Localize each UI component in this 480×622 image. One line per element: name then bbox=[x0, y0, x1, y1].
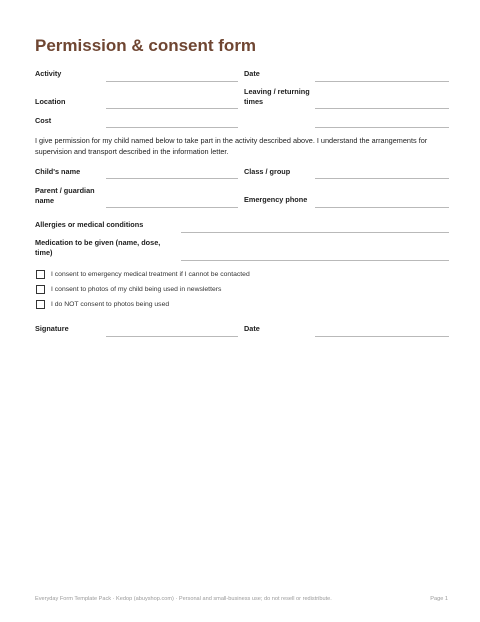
allergies-label: Allergies or medical conditions bbox=[35, 220, 144, 229]
parent-guardian-field[interactable] bbox=[106, 207, 238, 208]
emergency-phone-label: Emergency phone bbox=[244, 195, 308, 204]
signature-label: Signature bbox=[35, 324, 69, 333]
leaving-returning-label: Leaving / returning times bbox=[244, 87, 310, 106]
consent-photos-checkbox[interactable] bbox=[36, 285, 45, 294]
page-number: Page 1 bbox=[430, 596, 448, 602]
permission-statement: I give permission for my child named below to take part in the activity described above. I understand the arrangements for supervision and transport described in the information letter. bbox=[35, 136, 428, 156]
class-group-field[interactable] bbox=[315, 178, 449, 179]
class-group-label: Class / group bbox=[244, 167, 291, 176]
emergency-phone-field[interactable] bbox=[315, 207, 449, 208]
medication-label: Medication to be given (name, dose, time) bbox=[35, 238, 161, 257]
leaving-returning-field[interactable] bbox=[315, 108, 449, 109]
consent-no-photos-checkbox[interactable] bbox=[36, 300, 45, 309]
location-label: Location bbox=[35, 97, 66, 106]
consent-medical-checkbox[interactable] bbox=[36, 270, 45, 279]
signature-date-label: Date bbox=[244, 324, 260, 333]
cost-label: Cost bbox=[35, 116, 52, 125]
date-label: Date bbox=[244, 69, 260, 78]
activity-label: Activity bbox=[35, 69, 62, 78]
page-title: Permission & consent form bbox=[35, 36, 257, 55]
date-field[interactable] bbox=[315, 81, 449, 82]
allergies-field[interactable] bbox=[181, 232, 449, 233]
footer-text: Everyday Form Template Pack · Kedop (abuyshop.com) · Personal and small-business use; do not resell or redistribute. bbox=[35, 596, 332, 602]
activity-field[interactable] bbox=[106, 81, 238, 82]
parent-guardian-label: Parent / guardian name bbox=[35, 186, 95, 205]
childs-name-field[interactable] bbox=[106, 178, 238, 179]
consent-row-no-photos[interactable] bbox=[36, 300, 169, 309]
consent-no-photos-label: I do NOT consent to photos being used bbox=[51, 301, 170, 308]
consent-medical-label: I consent to emergency medical treatment if I cannot be contacted bbox=[51, 271, 250, 278]
childs-name-label: Child's name bbox=[35, 167, 81, 176]
consent-row-photos[interactable] bbox=[36, 285, 221, 294]
signature-date-field[interactable] bbox=[315, 336, 449, 337]
consent-photos-label: I consent to photos of my child being used in newsletters bbox=[51, 286, 222, 293]
medication-field[interactable] bbox=[181, 260, 449, 261]
cost-extra-field[interactable] bbox=[315, 127, 449, 128]
location-field[interactable] bbox=[106, 108, 238, 109]
cost-field[interactable] bbox=[106, 127, 238, 128]
signature-field[interactable] bbox=[106, 336, 238, 337]
consent-row-medical[interactable] bbox=[36, 270, 250, 279]
